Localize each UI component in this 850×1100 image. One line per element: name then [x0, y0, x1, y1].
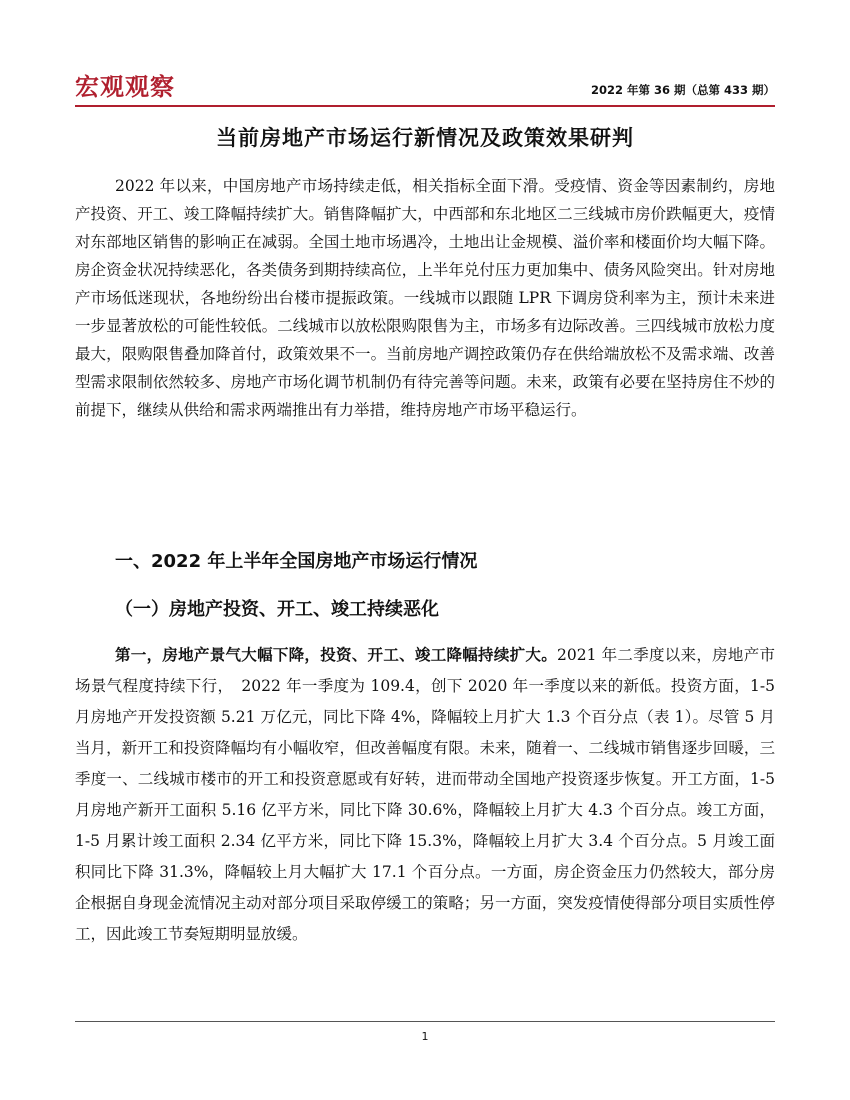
subsection-heading: （一）房地产投资、开工、竣工持续恶化	[115, 599, 439, 620]
body-text	[75, 640, 775, 950]
section-heading: 一、2022 年上半年全国房地产市场运行情况	[115, 551, 478, 572]
brand-title: 宏观观察	[75, 73, 175, 101]
footer-divider	[75, 1021, 775, 1022]
page-number: 1	[421, 1030, 429, 1043]
page-header	[75, 72, 775, 106]
body-paragraph	[75, 640, 775, 950]
paragraph-lead: 第一，房地产景气大幅下降，投资、开工、竣工降幅持续扩大。	[115, 646, 557, 664]
issue-number: 2022 年第 36 期（总第 433 期）	[590, 83, 775, 97]
header-divider	[75, 105, 775, 107]
paragraph-text: 2021 年二季度以来，房地产市场景气程度持续下行， 2022 年一季度为 109.4，创下 2020 年一季度以来的新低。投资方面，1-5 月房地产开发投资额 5.21 万亿元，同比下降 4%，降幅较上月扩大 1.3 个百分点（表 1）。尽管 5 月当月，新开工和投资降幅均有小幅收窄，但改善幅度有限。未来，随着一、二线城市销售逐步回暖，三季度一、二线城市楼市的开工和投资意愿或有好转，进而带动全国地产投资逐步恢复。开工方面，1-5 月房地产新开工面积 5.16 亿平方米，同比下降 30.6%，降幅较上月扩大 4.3 个百分点。竣工方面，1-5 月累计竣工面积 2.34 亿平方米，同比下降 15.3%，降幅较上月扩大 3.4 个百分点。5 月竣工面积同比下降 31.3%，降幅较上月大幅扩大 17.1 个百分点。一方面，房企资金压力仍然较大，部分房企根据自身现金流情况主动对部分项目采取停缓工的策略；另一方面，突发疫情使得部分项目实质性停工，因此竣工节奏短期明显放缓。	[75, 646, 775, 943]
abstract	[75, 172, 775, 424]
abstract-paragraph: 2022 年以来，中国房地产市场持续走低，相关指标全面下滑。受疫情、资金等因素制约，房地产投资、开工、竣工降幅持续扩大。销售降幅扩大，中西部和东北地区二三线城市房价跌幅更大，疫情对东部地区销售的影响正在减弱。全国土地市场遇冷，土地出让金规模、溢价率和楼面价均大幅下降。房企资金状况持续恶化，各类债务到期持续高位，上半年兑付压力更加集中、债务风险突出。针对房地产市场低迷现状，各地纷纷出台楼市提振政策。一线城市以跟随 LPR 下调房贷利率为主，预计未来进一步显著放松的可能性较低。二线城市以放松限购限售为主，市场多有边际改善。三四线城市放松力度最大，限购限售叠加降首付，政策效果不一。当前房地产调控政策仍存在供给端放松不及需求端、改善型需求限制依然较多、房地产市场化调节机制仍有待完善等问题。未来，政策有必要在坚持房住不炒的前提下，继续从供给和需求两端推出有力举措，维持房地产市场平稳运行。	[75, 177, 775, 419]
article-title: 当前房地产市场运行新情况及政策效果研判	[216, 126, 634, 150]
